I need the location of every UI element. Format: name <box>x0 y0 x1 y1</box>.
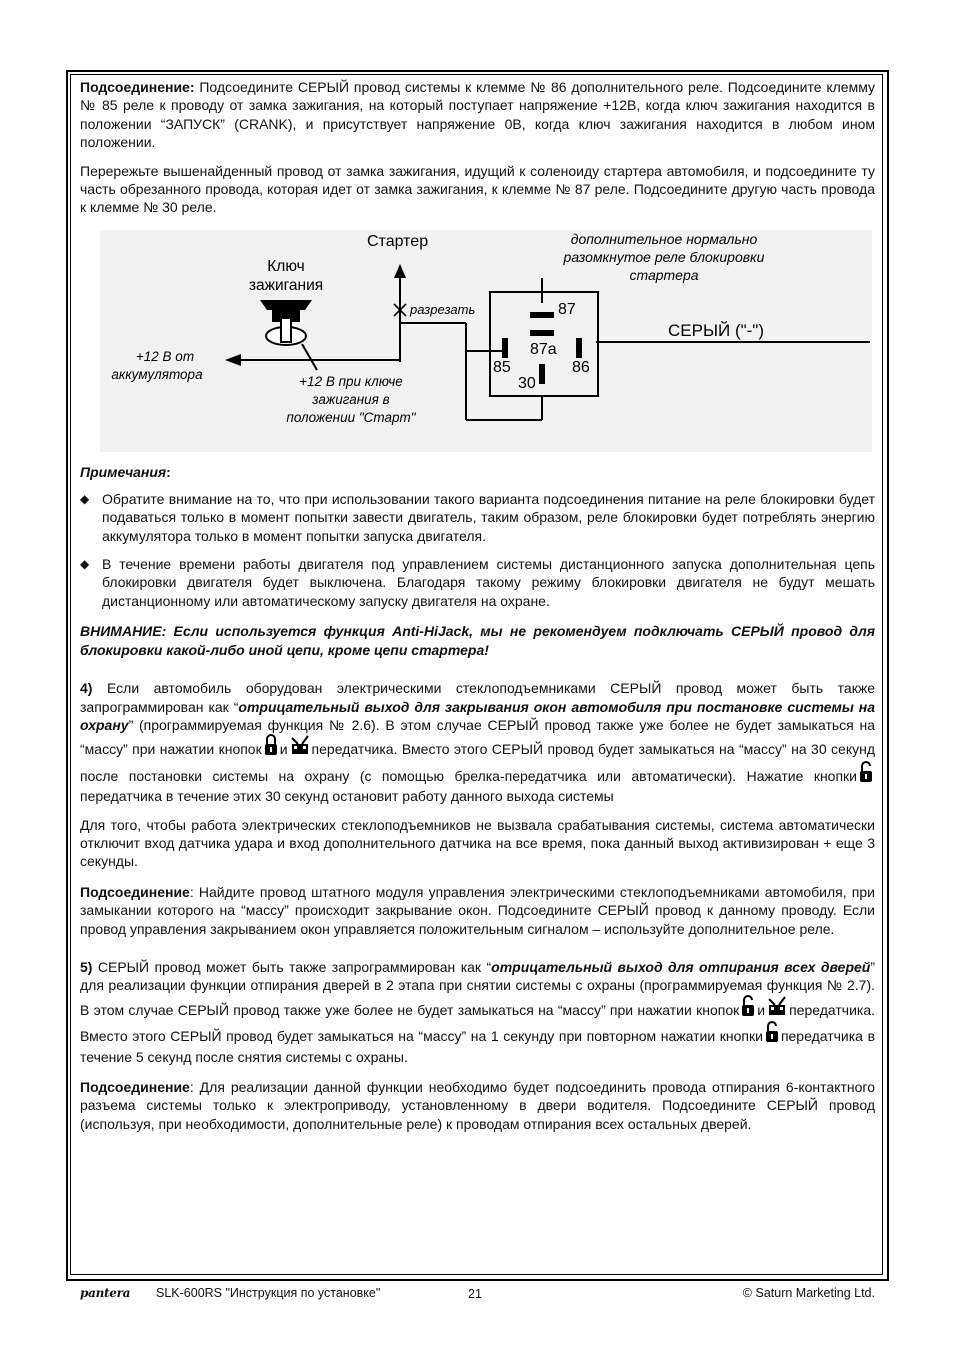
battery-label-2: аккумулятора <box>111 366 203 382</box>
diamond-bullet-icon: ◆ <box>80 491 90 506</box>
section-4-text-2: ” (программируемая функция № 2.6). В этом случае СЕРЫЙ провод также уже более не будет замыкаться на “массу” при нажатии кнопок <box>80 716 875 758</box>
car-button-icon <box>290 734 310 760</box>
section-5-connection-label: Подсоединение <box>80 1079 190 1095</box>
pantera-logo: pantera <box>80 1286 131 1300</box>
section-5-and: и <box>757 1001 766 1018</box>
terminal-87-label: 87 <box>558 300 576 318</box>
unlock-button-icon <box>765 1021 779 1047</box>
battery-label-1: +12 В от <box>135 348 195 364</box>
diamond-bullet-icon: ◆ <box>80 557 90 572</box>
notes-colon: : <box>166 463 171 480</box>
cut-wire-paragraph: Перережьте вышенайденный провод от замка зажигания, идущий к соленоиду стартера автомобиля, и подсоедините ту часть обрезанного провода, которая идет от замка зажигания, к клемме № 87 реле. Подсоедините другую часть провода к клемме № 30 реле. <box>80 162 875 216</box>
section-5-text-2: ” для реализации функции отпирания дверей в 2 этапа при снятии системы с охраны (программируемая функция № 2.7). В этом случае СЕРЫЙ провод также уже более не будет замыкаться на “массу” при нажатии кнопок <box>80 958 875 1018</box>
unlock-button-icon <box>859 761 873 787</box>
footer-document-title: SLK-600RS "Инструкция по установке" <box>156 1286 381 1300</box>
lock-button-icon <box>264 734 278 760</box>
car-unlock-button-icon <box>767 995 787 1021</box>
start-position-label-3: положении "Старт" <box>286 409 416 425</box>
page-footer <box>80 1284 875 1306</box>
terminal-30-label: 30 <box>518 374 536 392</box>
terminal-86-label: 86 <box>572 358 590 376</box>
ignition-key-label-2: зажигания <box>248 276 324 294</box>
intro-connection-paragraph <box>80 78 875 152</box>
note-item-2 <box>80 555 875 610</box>
terminal-85-label: 85 <box>493 358 511 376</box>
section-5-number: 5) <box>80 958 93 975</box>
cut-label: разрезать <box>410 301 476 317</box>
section-5-connection-text: : Для реализации данной функции необходимо будет подсоединить провода отпирания 6-контактного разъема системы только к электроприводу, установленному в двери водителя. Подсоедините СЕРЫЙ провод (используя, при необходимости, дополнительные реле) к проводам отпирания всех остальных дверей. <box>80 1079 875 1132</box>
footer-copyright: © Saturn Marketing Ltd. <box>742 1286 875 1300</box>
section-4-and: и <box>279 741 288 758</box>
section-4-function-name: отрицательный выход для закрывания окон автомобиля при постановке системы на охрану <box>80 698 876 733</box>
section-5-connection-paragraph <box>80 1078 875 1133</box>
terminal-87a-label: 87a <box>530 340 557 358</box>
notes-heading <box>80 464 875 480</box>
section-4-connection-paragraph <box>80 883 875 938</box>
section-4-number: 4) <box>80 680 93 697</box>
section-4-text-4: передатчика в течение этих 30 секунд остановит работу данного выхода системы <box>80 788 614 805</box>
page-content <box>80 78 875 1133</box>
unlock-button-icon <box>741 995 755 1021</box>
section-4-text-1: Если автомобиль оборудован электрическими стеклоподъемниками СЕРЫЙ провод может быть также запрограммирован как “ <box>80 680 875 715</box>
note-item-1-text: Обратите внимание на то, что при использовании такого варианта подсоединения питание на реле блокировки будет подаваться только в момент попытки завести двигатель, таким образом, реле блокировки будет потреблять энергию аккумулятора только в момент попытки запуска двигателя. <box>102 490 875 544</box>
connection-text: Подсоедините СЕРЫЙ провод системы к клемме № 86 дополнительного реле. Подсоедините клемму № 85 реле к проводу от замка зажигания, на который поступает напряжение +12В, когда ключ зажигания находится в положении “ЗАПУСК” (CRANK), и присутствует напряжение 0В, когда ключ зажигания находится в любом ином положении. <box>80 79 875 151</box>
ignition-key-label-1: Ключ <box>267 257 305 275</box>
section-4-paragraph <box>80 679 875 805</box>
relay-wiring-diagram <box>100 230 872 452</box>
section-5-paragraph <box>80 958 875 1066</box>
section-5-text-4: передатчика в течение 5 секунд после снятия системы с охраны. <box>80 1028 876 1065</box>
start-position-label-2: зажигания в <box>312 391 390 407</box>
relay-caption-3: стартера <box>629 266 699 283</box>
page-number: 21 <box>468 1287 482 1301</box>
warning-paragraph: ВНИМАНИЕ: Если используется функция Anti-HiJack, мы не рекомендуем подключать СЕРЫЙ провод для блокировки какой-либо иной цепи, кроме цепи стартера! <box>80 623 875 658</box>
connection-label: Подсоединение: <box>80 79 195 95</box>
note-item-1 <box>80 490 875 545</box>
note-item-2-text: В течение времени работы двигателя под управлением системы дистанционного запуска дополнительная цепь блокировки двигателя будет выключена. Благодаря такому режиму блокировки двигателя не будут мешать дистанционному или автоматическому запуску двигателя на охране. <box>102 556 875 609</box>
section-5-text-3: передатчика. Вместо этого СЕРЫЙ провод будет замыкаться на “массу” на 1 секунду при повторном нажатии кнопки <box>80 1001 875 1045</box>
relay-caption-2: разомкнутое реле блокировки <box>563 248 765 265</box>
notes-title: Примечания <box>80 463 167 480</box>
section-4-sensor-paragraph: Для того, чтобы работа электрических стеклоподъемников не вызвала срабатывания системы, система автоматически отключит вход датчика удара и вход дополнительного датчика на все время, пока данный выход активизирован + еще 3 секунды. <box>80 816 875 870</box>
section-5-text-1: СЕРЫЙ провод может быть также запрограммирован как “ <box>92 958 492 975</box>
section-4-text-3: передатчика. Вместо этого СЕРЫЙ провод будет замыкаться на “массу” на 30 секунд после постановки системы на охрану (с помощью брелка-передатчика или автоматически). Нажатие кнопки <box>80 741 875 784</box>
section-4-connection-label: Подсоединение <box>80 883 190 900</box>
start-position-label-1: +12 В при ключе <box>299 373 403 389</box>
section-4-connection-text: : Найдите провод штатного модуля управления электрическими стеклоподъемниками автомобиля, при замыкании которого на “массу” происходит закрывание окон. Подсоедините СЕРЫЙ провод к данному проводу. Если провод управления закрыванием окон управляется положительным сигналом – используйте дополнительное реле. <box>80 883 875 937</box>
section-5-function-name: отрицательный выход для отпирания всех дверей <box>491 958 871 975</box>
relay-caption-1: дополнительное нормально <box>570 230 758 247</box>
starter-label: Стартер <box>367 232 429 250</box>
gray-wire-label: СЕРЫЙ ("-") <box>668 320 764 340</box>
